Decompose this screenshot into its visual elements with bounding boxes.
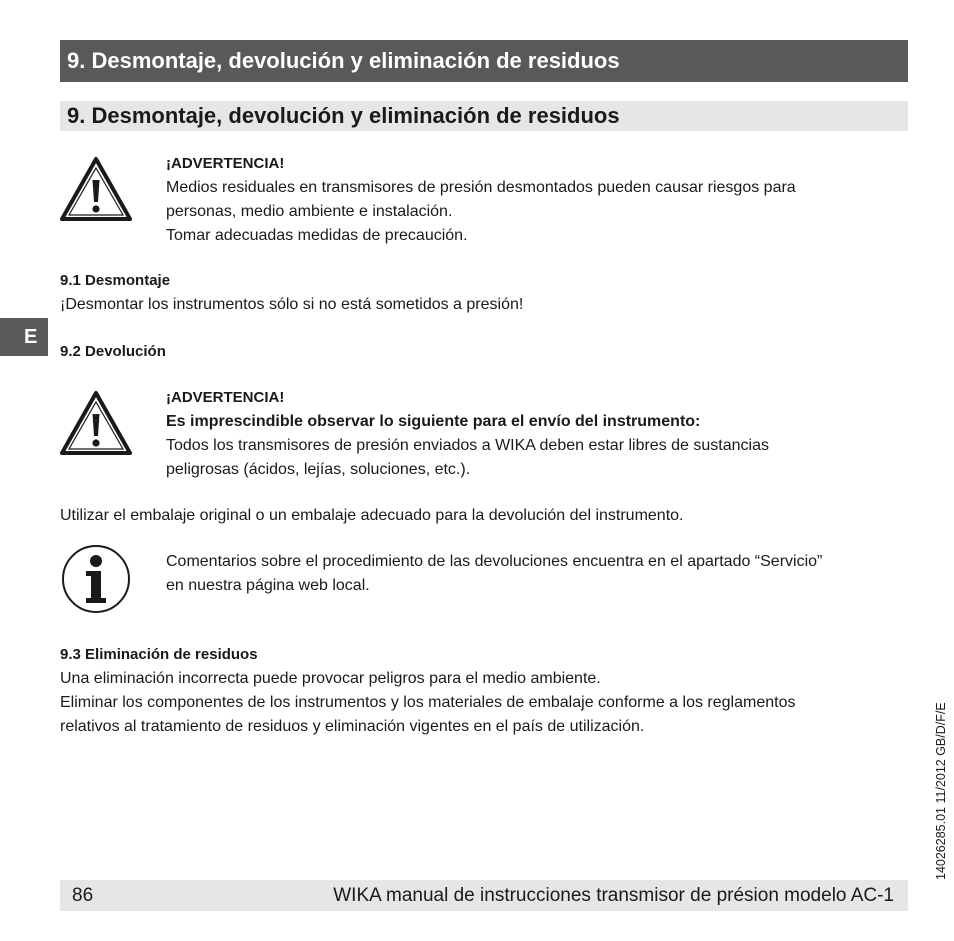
warning-triangle-icon bbox=[60, 156, 132, 222]
warning-title: ¡ADVERTENCIA! bbox=[166, 389, 285, 406]
warning-text-line: Medios residuales en transmisores de presión desmontados pueden causar riesgos para bbox=[166, 179, 796, 196]
page-number: 86 bbox=[72, 885, 94, 906]
info-text-line: Comentarios sobre el procedimiento de las devoluciones encuentra en el apartado “Servicio” bbox=[166, 553, 823, 570]
warning-triangle-icon bbox=[60, 390, 132, 456]
eliminacion-text-line: relativos al tratamiento de residuos y eliminación vigentes en el país de utilización. bbox=[60, 718, 645, 735]
eliminacion-text-line: Eliminar los componentes de los instrumentos y los materiales de embalaje conforme a los reglamentos bbox=[60, 694, 796, 711]
eliminacion-text-line: Una eliminación incorrecta puede provocar peligros para el medio ambiente. bbox=[60, 670, 601, 687]
warning-text-line: Todos los transmisores de presión enviados a WIKA deben estar libres de sustancias bbox=[166, 437, 769, 454]
desmontaje-text: ¡Desmontar los instrumentos sólo si no está sometidos a presión! bbox=[60, 296, 524, 313]
subsection-heading-devolucion: 9.2 Devolución bbox=[60, 343, 166, 360]
subsection-heading-eliminacion: 9.3 Eliminación de residuos bbox=[60, 646, 258, 663]
section-banner-light: 9. Desmontaje, devolución y eliminación de residuos bbox=[60, 101, 908, 131]
warning-text-line: peligrosas (ácidos, lejías, soluciones, etc.). bbox=[166, 461, 471, 478]
info-text-line: en nuestra página web local. bbox=[166, 577, 370, 594]
subsection-heading-desmontaje: 9.1 Desmontaje bbox=[60, 272, 171, 289]
warning-title: ¡ADVERTENCIA! bbox=[166, 155, 285, 172]
warning-text-line: personas, medio ambiente e instalación. bbox=[166, 203, 453, 220]
warning-text-line: Tomar adecuadas medidas de precaución. bbox=[166, 227, 468, 244]
document-code: 14026285.01 11/2012 GB/D/F/E bbox=[934, 702, 948, 880]
footer-title: WIKA manual de instrucciones transmisor de présion modelo AC-1 bbox=[333, 885, 894, 906]
language-tab: E bbox=[0, 318, 48, 356]
info-icon bbox=[60, 543, 132, 615]
warning-bold-line: Es imprescindible observar lo siguiente para el envío del instrumento: bbox=[166, 413, 701, 430]
section-banner-dark: 9. Desmontaje, devolución y eliminación de residuos bbox=[60, 40, 908, 82]
packaging-text: Utilizar el embalaje original o un embalaje adecuado para la devolución del instrumento. bbox=[60, 507, 684, 524]
